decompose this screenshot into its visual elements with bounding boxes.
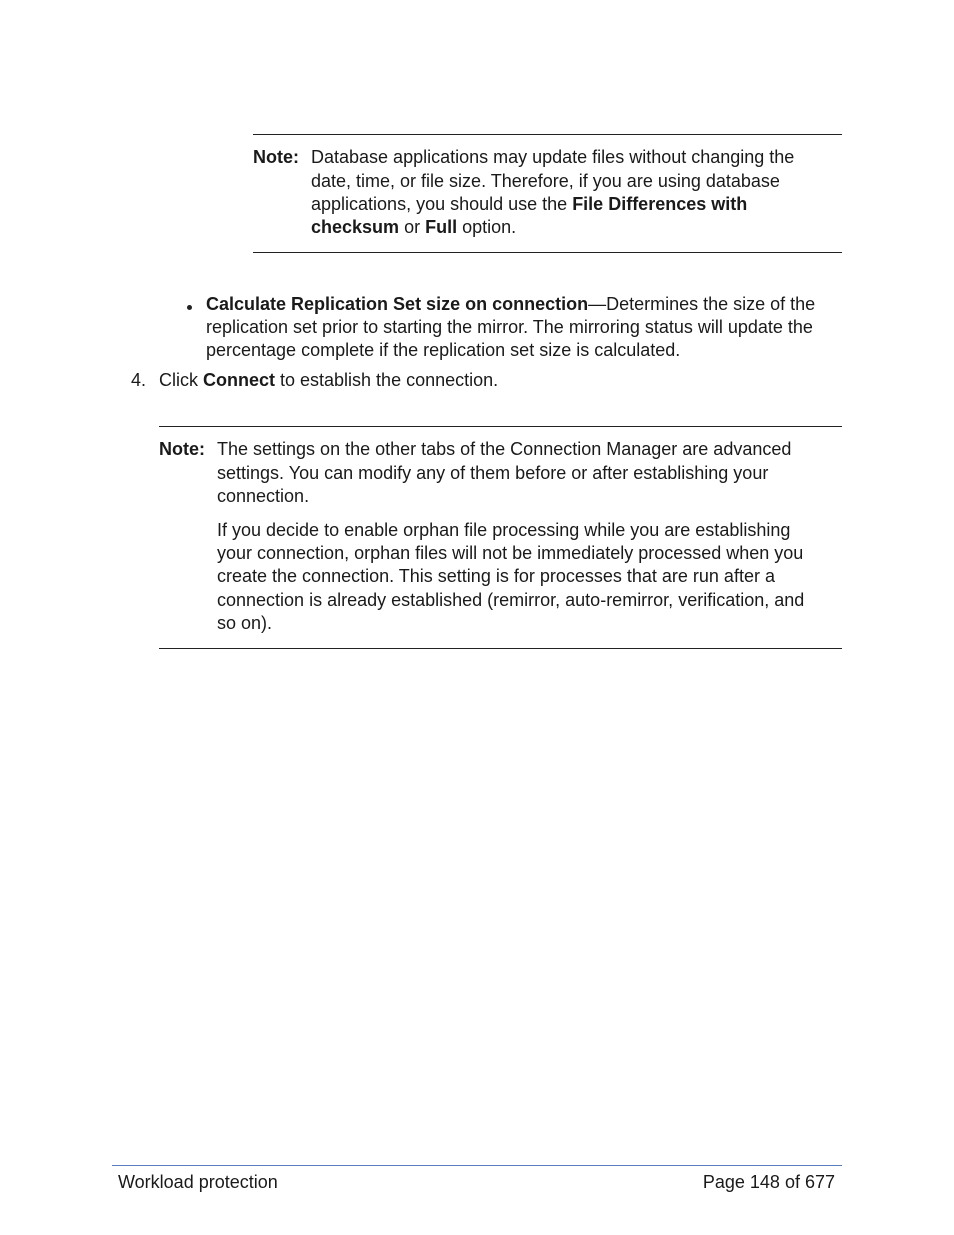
note-2-p1-line-1: The settings on the other tabs of the Connection Manager are advanced xyxy=(217,439,792,459)
note-2-label: Note: xyxy=(159,439,205,459)
note-2-p2-line-1: If you decide to enable orphan file processing while you are establishing xyxy=(217,520,791,540)
step-4-number: 4. xyxy=(131,370,147,390)
bullet-dot xyxy=(187,305,192,310)
note-1-line-2: date, time, or file size. Therefore, if you are using database xyxy=(311,171,780,191)
full-term: Full xyxy=(425,217,458,237)
footer-page-number: Page 148 of 677 xyxy=(702,1172,835,1192)
note-1-line-1: Database applications may update files without changing the xyxy=(311,147,795,167)
note-2-p2-line-2: your connection, orphan files will not be immediately processed when you xyxy=(217,543,804,563)
note-2-p2-line-5: so on). xyxy=(217,613,273,633)
note-1-line-3: applications, you should use the File Differences with xyxy=(311,194,748,214)
note-2-top-rule xyxy=(159,426,842,427)
note-1-bottom-rule xyxy=(253,252,842,253)
bullet-title: Calculate Replication Set size on connection xyxy=(206,294,589,314)
bullet-line-3: percentage complete if the replication set size is calculated. xyxy=(206,340,681,360)
note-2-p2-line-4: connection is already established (remirror, auto-remirror, verification, and xyxy=(217,590,805,610)
note-2-p1-line-2: settings. You can modify any of them before or after establishing your xyxy=(217,463,769,483)
footer-section-title: Workload protection xyxy=(118,1172,278,1192)
footer-rule xyxy=(112,1165,842,1166)
bullet-line-1: Calculate Replication Set size on connection—Determines the size of the xyxy=(206,294,816,314)
note-2-p1-line-3: connection. xyxy=(217,486,310,506)
file-differences-with: File Differences with xyxy=(572,194,748,214)
step-4-text: Click Connect to establish the connection. xyxy=(159,370,499,390)
note-1-label: Note: xyxy=(253,147,299,167)
note-1-line-4: checksum or Full option. xyxy=(311,217,517,237)
bullet-line-2: replication set prior to starting the mirror. The mirroring status will update the xyxy=(206,317,813,337)
checksum-term: checksum xyxy=(311,217,400,237)
note-2-p2-line-3: create the connection. This setting is for processes that are run after a xyxy=(217,566,775,586)
connect-term: Connect xyxy=(203,370,275,390)
note-2-bottom-rule xyxy=(159,648,842,649)
note-1-top-rule xyxy=(253,134,842,135)
